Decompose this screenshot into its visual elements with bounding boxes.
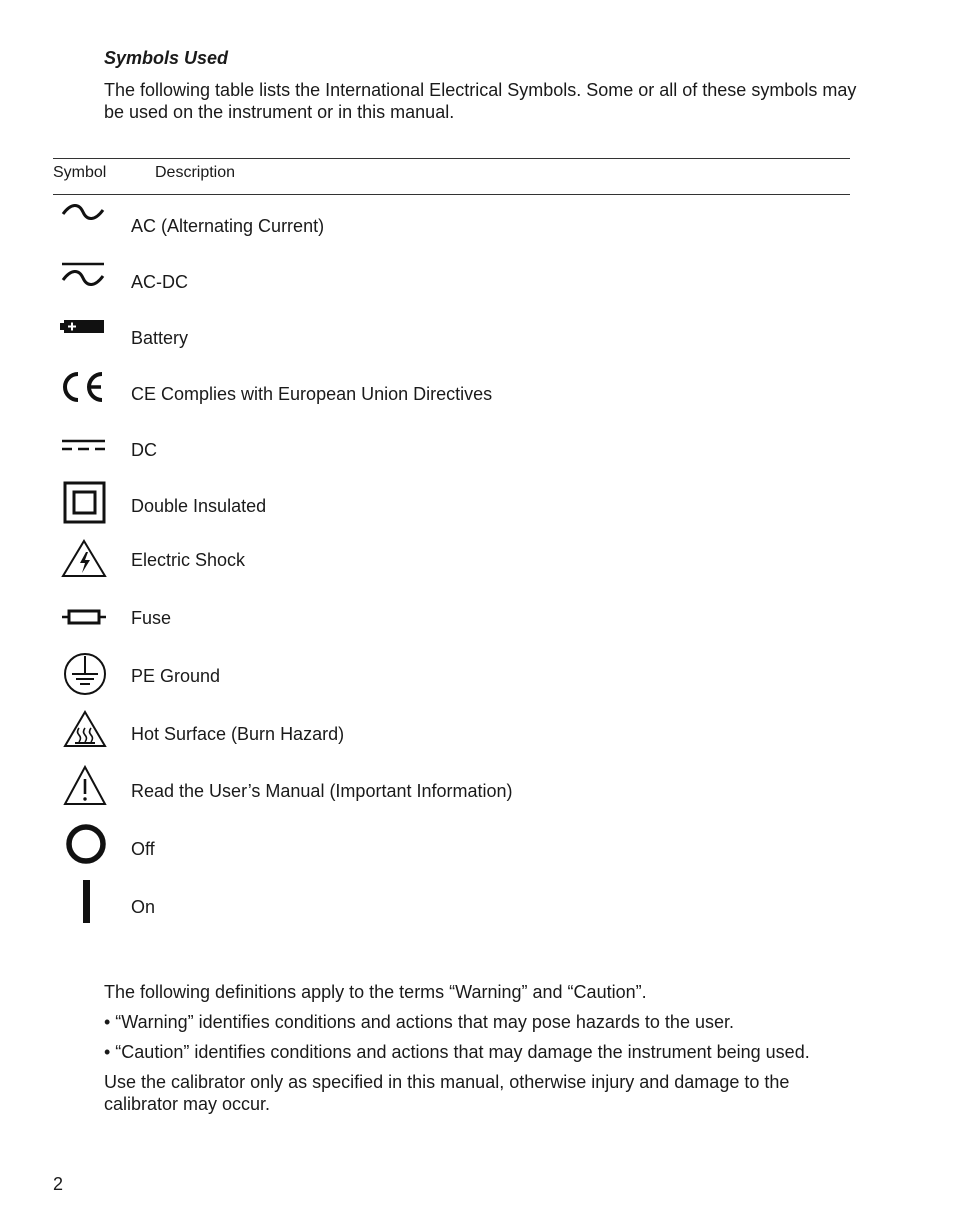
row-description: Double Insulated	[131, 496, 267, 516]
table-row	[53, 424, 850, 480]
hot-surface-icon	[59, 706, 109, 754]
definitions-section	[104, 981, 864, 1115]
table-row	[53, 368, 850, 424]
battery-icon	[59, 312, 109, 360]
section-title: Symbols Used	[104, 48, 229, 68]
off-icon	[59, 820, 109, 868]
row-description: AC (Alternating Current)	[131, 216, 325, 236]
row-description: CE Complies with European Union Directives	[131, 384, 493, 404]
row-description: Off	[131, 839, 155, 859]
row-description: Hot Surface (Burn Hazard)	[131, 724, 345, 744]
table-row	[53, 648, 850, 704]
table-row	[53, 256, 850, 312]
table-row	[53, 878, 850, 934]
ac-dc-icon	[59, 256, 109, 304]
row-description: On	[131, 897, 156, 917]
ce-mark-icon	[59, 368, 109, 416]
section-intro: The following table lists the International Electrical Symbols. Some or all of these symbols may be used on the instrument or in this manual.	[104, 80, 857, 122]
definitions-intro: The following definitions apply to the terms “Warning” and “Caution”.	[104, 982, 647, 1002]
usage-note: Use the calibrator only as specified in this manual, otherwise injury and damage to the calibrator may occur.	[104, 1072, 790, 1114]
table-top-rule	[53, 158, 850, 159]
double-insulated-icon	[59, 480, 109, 528]
warning-definition: • “Warning” identifies conditions and actions that may pose hazards to the user.	[104, 1012, 734, 1032]
table-row	[53, 820, 850, 876]
row-description: Battery	[131, 328, 189, 348]
row-description: PE Ground	[131, 666, 221, 686]
symbol-column-header: Symbol	[53, 164, 107, 181]
row-description: Read the User’s Manual (Important Information)	[131, 781, 513, 801]
table-row	[53, 706, 850, 762]
table-row	[53, 762, 850, 818]
on-icon	[59, 878, 109, 926]
row-description: Electric Shock	[131, 550, 246, 570]
table-row	[53, 536, 850, 592]
row-description: DC	[131, 440, 157, 460]
pe-ground-icon	[59, 648, 109, 696]
fuse-icon	[59, 592, 109, 640]
dc-icon	[59, 424, 109, 472]
electric-shock-icon	[59, 536, 109, 584]
page-number: 2	[53, 1174, 64, 1194]
table-row	[53, 480, 850, 536]
table-row	[53, 200, 850, 256]
table-row	[53, 312, 850, 368]
table-row	[53, 592, 850, 648]
description-column-header: Description	[155, 164, 236, 181]
ac-icon	[59, 200, 109, 248]
table-header-rule	[53, 194, 850, 195]
row-description: AC-DC	[131, 272, 188, 292]
warning-icon	[59, 762, 109, 810]
caution-definition: • “Caution” identifies conditions and actions that may damage the instrument being used.	[104, 1042, 810, 1062]
row-description: Fuse	[131, 608, 172, 628]
